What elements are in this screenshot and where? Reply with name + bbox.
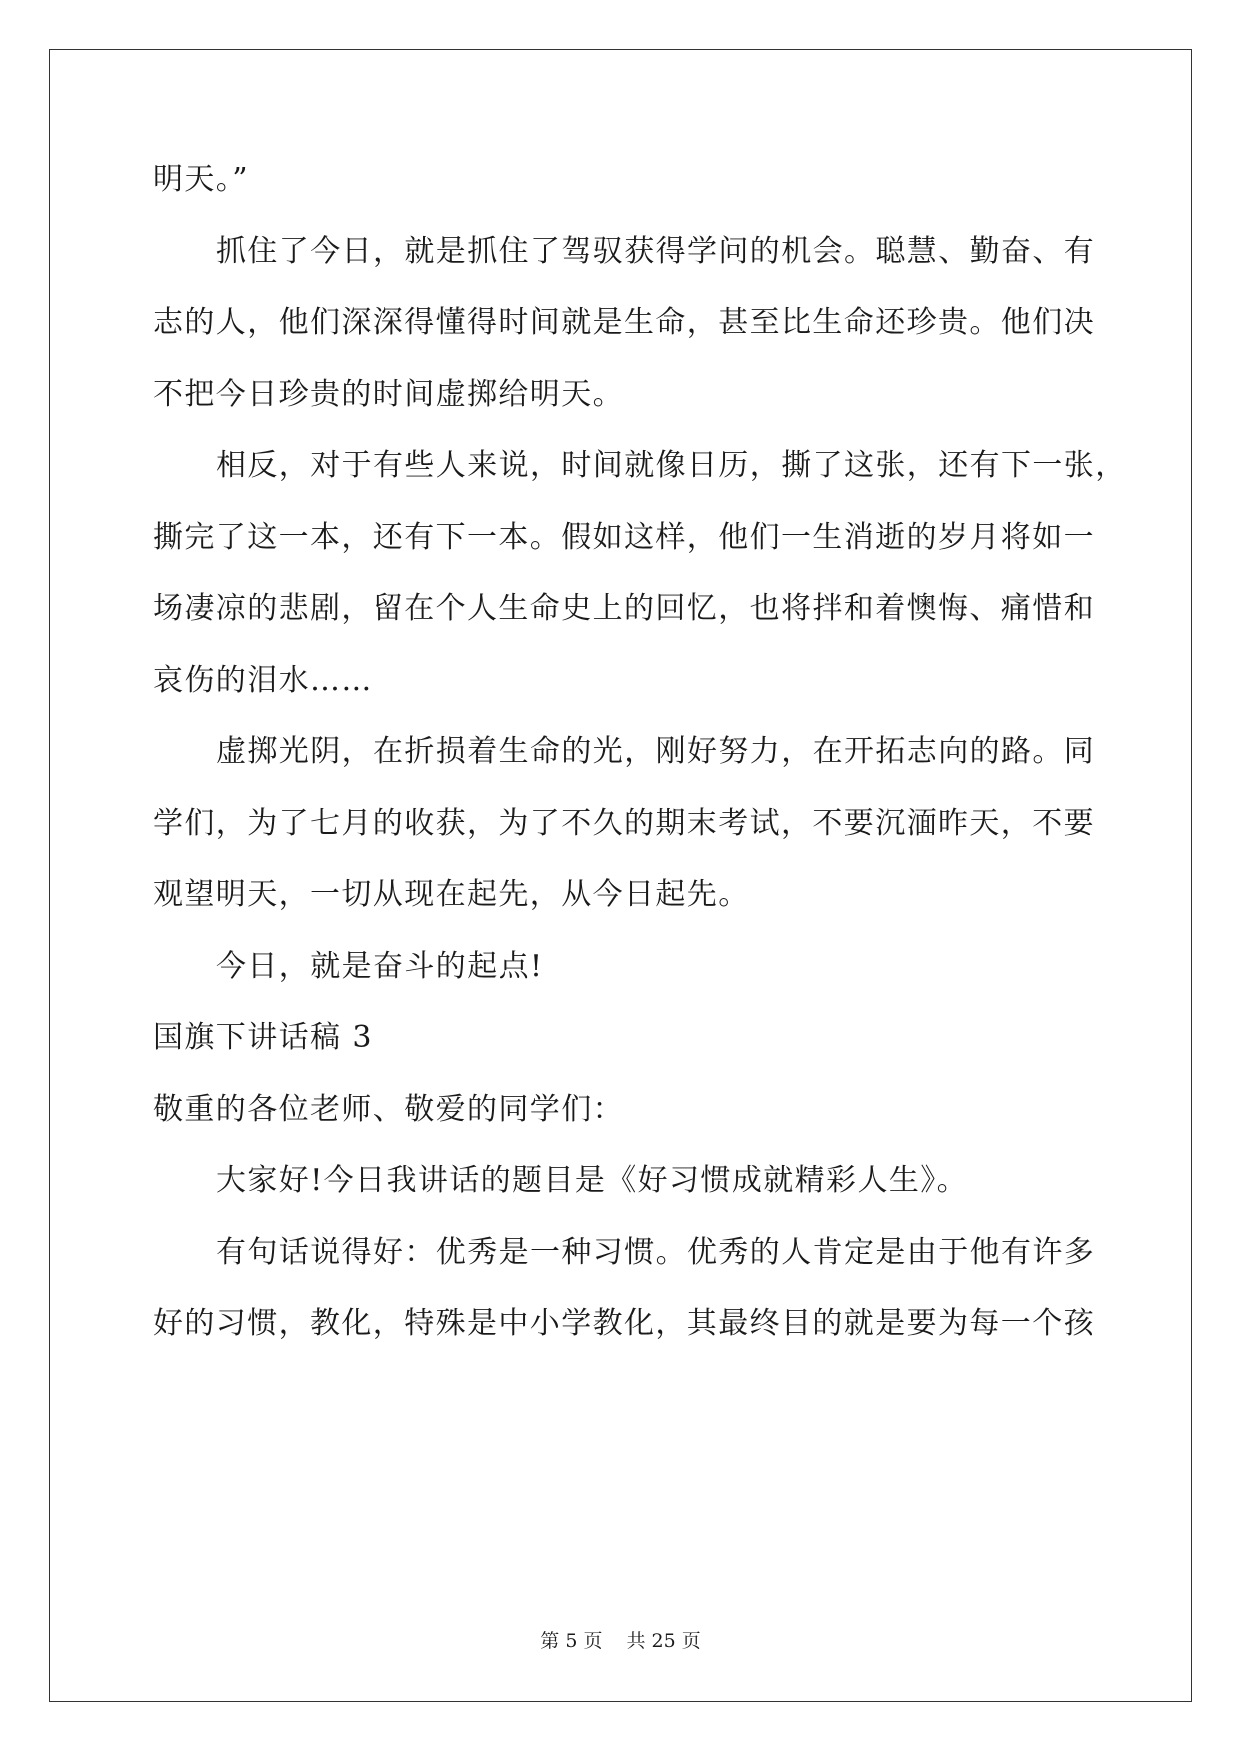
text-line: 场凄凉的悲剧，留在个人生命史上的回忆，也将拌和着懊悔、痛惜和 <box>153 591 1095 626</box>
text-line: 学们，为了七月的收获，为了不久的期末考试，不要沉湎昨天，不要 <box>153 805 1095 841</box>
salutation: 敬重的各位老师、敬爱的同学们： <box>153 1091 624 1127</box>
text-line: 相反，对于有些人来说，时间就像日历，撕了这张，还有下一张， <box>216 448 1127 483</box>
text-line: 今日，就是奋斗的起点! <box>216 948 544 984</box>
text-line: 志的人，他们深深得懂得时间就是生命，甚至比生命还珍贵。他们决 <box>153 305 1095 340</box>
text-line: 哀伤的泪水…… <box>153 662 373 698</box>
text-line: 大家好!今日我讲话的题目是《好习惯成就精彩人生》。 <box>216 1163 969 1198</box>
text-line: 好的习惯，教化，特殊是中小学教化，其最终目的就是要为每一个孩 <box>153 1306 1095 1341</box>
text-line: 撕完了这一本，还有下一本。假如这样，他们一生消逝的岁月将如一 <box>153 519 1095 555</box>
text-line: 明天。” <box>153 162 249 197</box>
text-line: 虚掷光阴，在折损着生命的光，刚好努力，在开拓志向的路。同 <box>216 734 1096 769</box>
text-line: 抓住了今日，就是抓住了驾驭获得学问的机会。聪慧、勤奋、有 <box>216 233 1096 269</box>
section-heading: 国旗下讲话稿 3 <box>153 1020 373 1055</box>
current-page-number: 第 5 页 <box>540 1630 603 1652</box>
text-line: 观望明天，一切从现在起先，从今日起先。 <box>153 877 750 912</box>
total-page-count: 共 25 页 <box>626 1630 701 1652</box>
document-body <box>153 158 1127 1374</box>
page-footer <box>0 1626 1241 1653</box>
text-line: 不把今日珍贵的时间虚掷给明天。 <box>153 376 624 412</box>
text-line: 有句话说得好：优秀是一种习惯。优秀的人肯定是由于他有许多 <box>216 1234 1096 1270</box>
